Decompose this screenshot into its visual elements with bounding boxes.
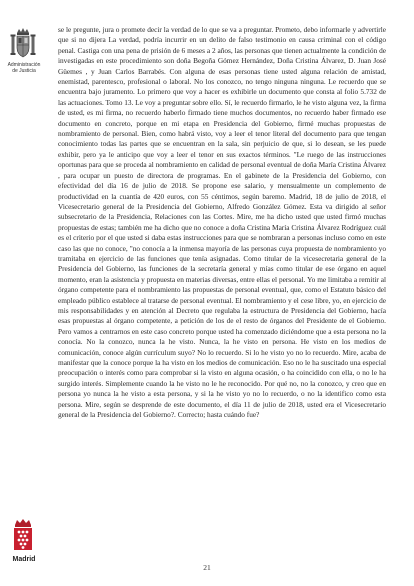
coat-of-arms-icon (10, 26, 36, 60)
city-label: Madrid (12, 556, 36, 563)
madrid-logo-icon (10, 518, 36, 552)
org-line-2: de Justicia (12, 68, 36, 74)
org-line-1: Administración (7, 62, 41, 68)
organization-name (2, 62, 46, 74)
page-number: 21 (203, 563, 211, 572)
sidebar (0, 0, 52, 586)
document-body-text: se le pregunte, jura o promete decir la verdad de lo que se va a preguntar. Prometo, debo informarle y advertirle que si no dijera La verdad, podría incurrir en un delito de falso testimonio en causa criminal con el código penal. Castiga con una pena de prisión de 6 meses a 2 años, las personas que tienen actualmente la condición de investigadas en este procedimiento son doña Begoña Gómez Hernández, Doña Cristina Álvarez, D. Juan José Güemes , y Juan Carlos Barrabés. Con alguna de esas personas tiene usted alguna relación de amistad, enemistad, parentesco, profesional o laboral. No los conozco, no tengo ninguna ninguna. Le recuerdo que se encuentra bajo juramento. Lo primero que voy a hacer es exhibirle un documento que consta al folio 5.732 de las actuaciones. Tomo 13. Le voy a preguntar sobre ello. Sí, le recuerdo firmarlo, le he visto alguna vez, la firma de usted, es mi firma, no recuerdo haberlo firmado tiene muchos documentos, no recuerdo haber firmado ese documento en concreto, porque en mi etapa en Presidencia del Gobierno, firmé muchas propuestas de nombramiento de personal. Bien, como habrá visto, voy a leer el tenor literal del documento para que tengan conocimiento todas las partes que se encuentran en la sala, sin perjuicio de que, si lo desean, se les puede exhibir, pero ya le anticipo que voy a leer el tenor en sus exactos términos. "Le ruego de las instrucciones oportunas para que se proceda al nombramiento en calidad de personal eventual de doña María Cristina Álvarez , para ocupar un puesto de directora de programas. En el gabinete de la Presidencia del Gobierno, con efectividad del día 16 de julio de 2018. Se propone ese salario, y mensualmente un complemento de productividad en la cuantía de 420 euros, con 55 céntimos, según baremo. Madrid, 18 de julio de 2018, el Vicesecretario general de la Presidencia del Gobierno, Alfredo González Gómez. Esta va dirigido al señor subsecretario de la Presidencia, Relaciones con las Cortes. Mire, me ha dicho usted que usted firmó muchas propuestas de estas; también me ha dicho que no conoce a doña Cristina María Cristina Álvarez Rodríguez cuál es el criterio por el que usted si daba estas instrucciones para que se nombraran a personas incluso como en este caso las que no conoce, "no conocía a la inmensa mayoría de las personas cuya propuesta de nombramiento yo tramitaba en ejercicio de las funciones que tenía asignadas. Como titular de la vicesecretaria general de la Presidencia del Gobierno, las funciones de la secretaría general y mías como titular de ese órgano en aquel momento, eran la asistencia y propuesta en materias diversas, entre ellas el personal. Yo me limitaba a remitir al órgano competente para el nombramiento las propuestas de personal eventual, que, como el Estatuto básico del empleado público establece al tratarse de personal eventual. El nombramiento y el cese libre, yo, en ejercicio de mis responsabilidades y en atención al Decreto que regulaba la estructura de Presidencia del Gobierno, hacía esas propuestas al órgano competente, a petición de los de el resto de órganos del Presidente de el Gobierno. Pero vamos a centrarnos en este caso concreto porque usted ha comenzado diciéndome que a esta persona no la conocía. No la conozco, nunca la he visto. Nunca, la he visto en persona. He visto en los medios de comunicación, conoce algún currículum suyo? No lo recuerdo. Si lo he visto yo no lo recuerdo. Mire, acaba de manifestar que la conoce porque la ha visto en los medios de comunicación. Eso no le ha suscitado una especial preocupación o interés como para comprobar si la visto en alguna ocasión, o ha coincidido con ella, o no le ha surgido interés. Simplemente cuando la he visto no le he reconocido. Por qué no, no la conozco, y creo que en persona yo nunca la he visto a esta persona, y si la he visto yo no lo recuerdo, o no la identifico como esta persona. Mire, según se desprende de este documento, el día 11 de julio de 2018, usted era el Vicesecretario general de la Presidencia del Gobierno?. Correcto; hasta cuándo fue? (58, 25, 386, 420)
